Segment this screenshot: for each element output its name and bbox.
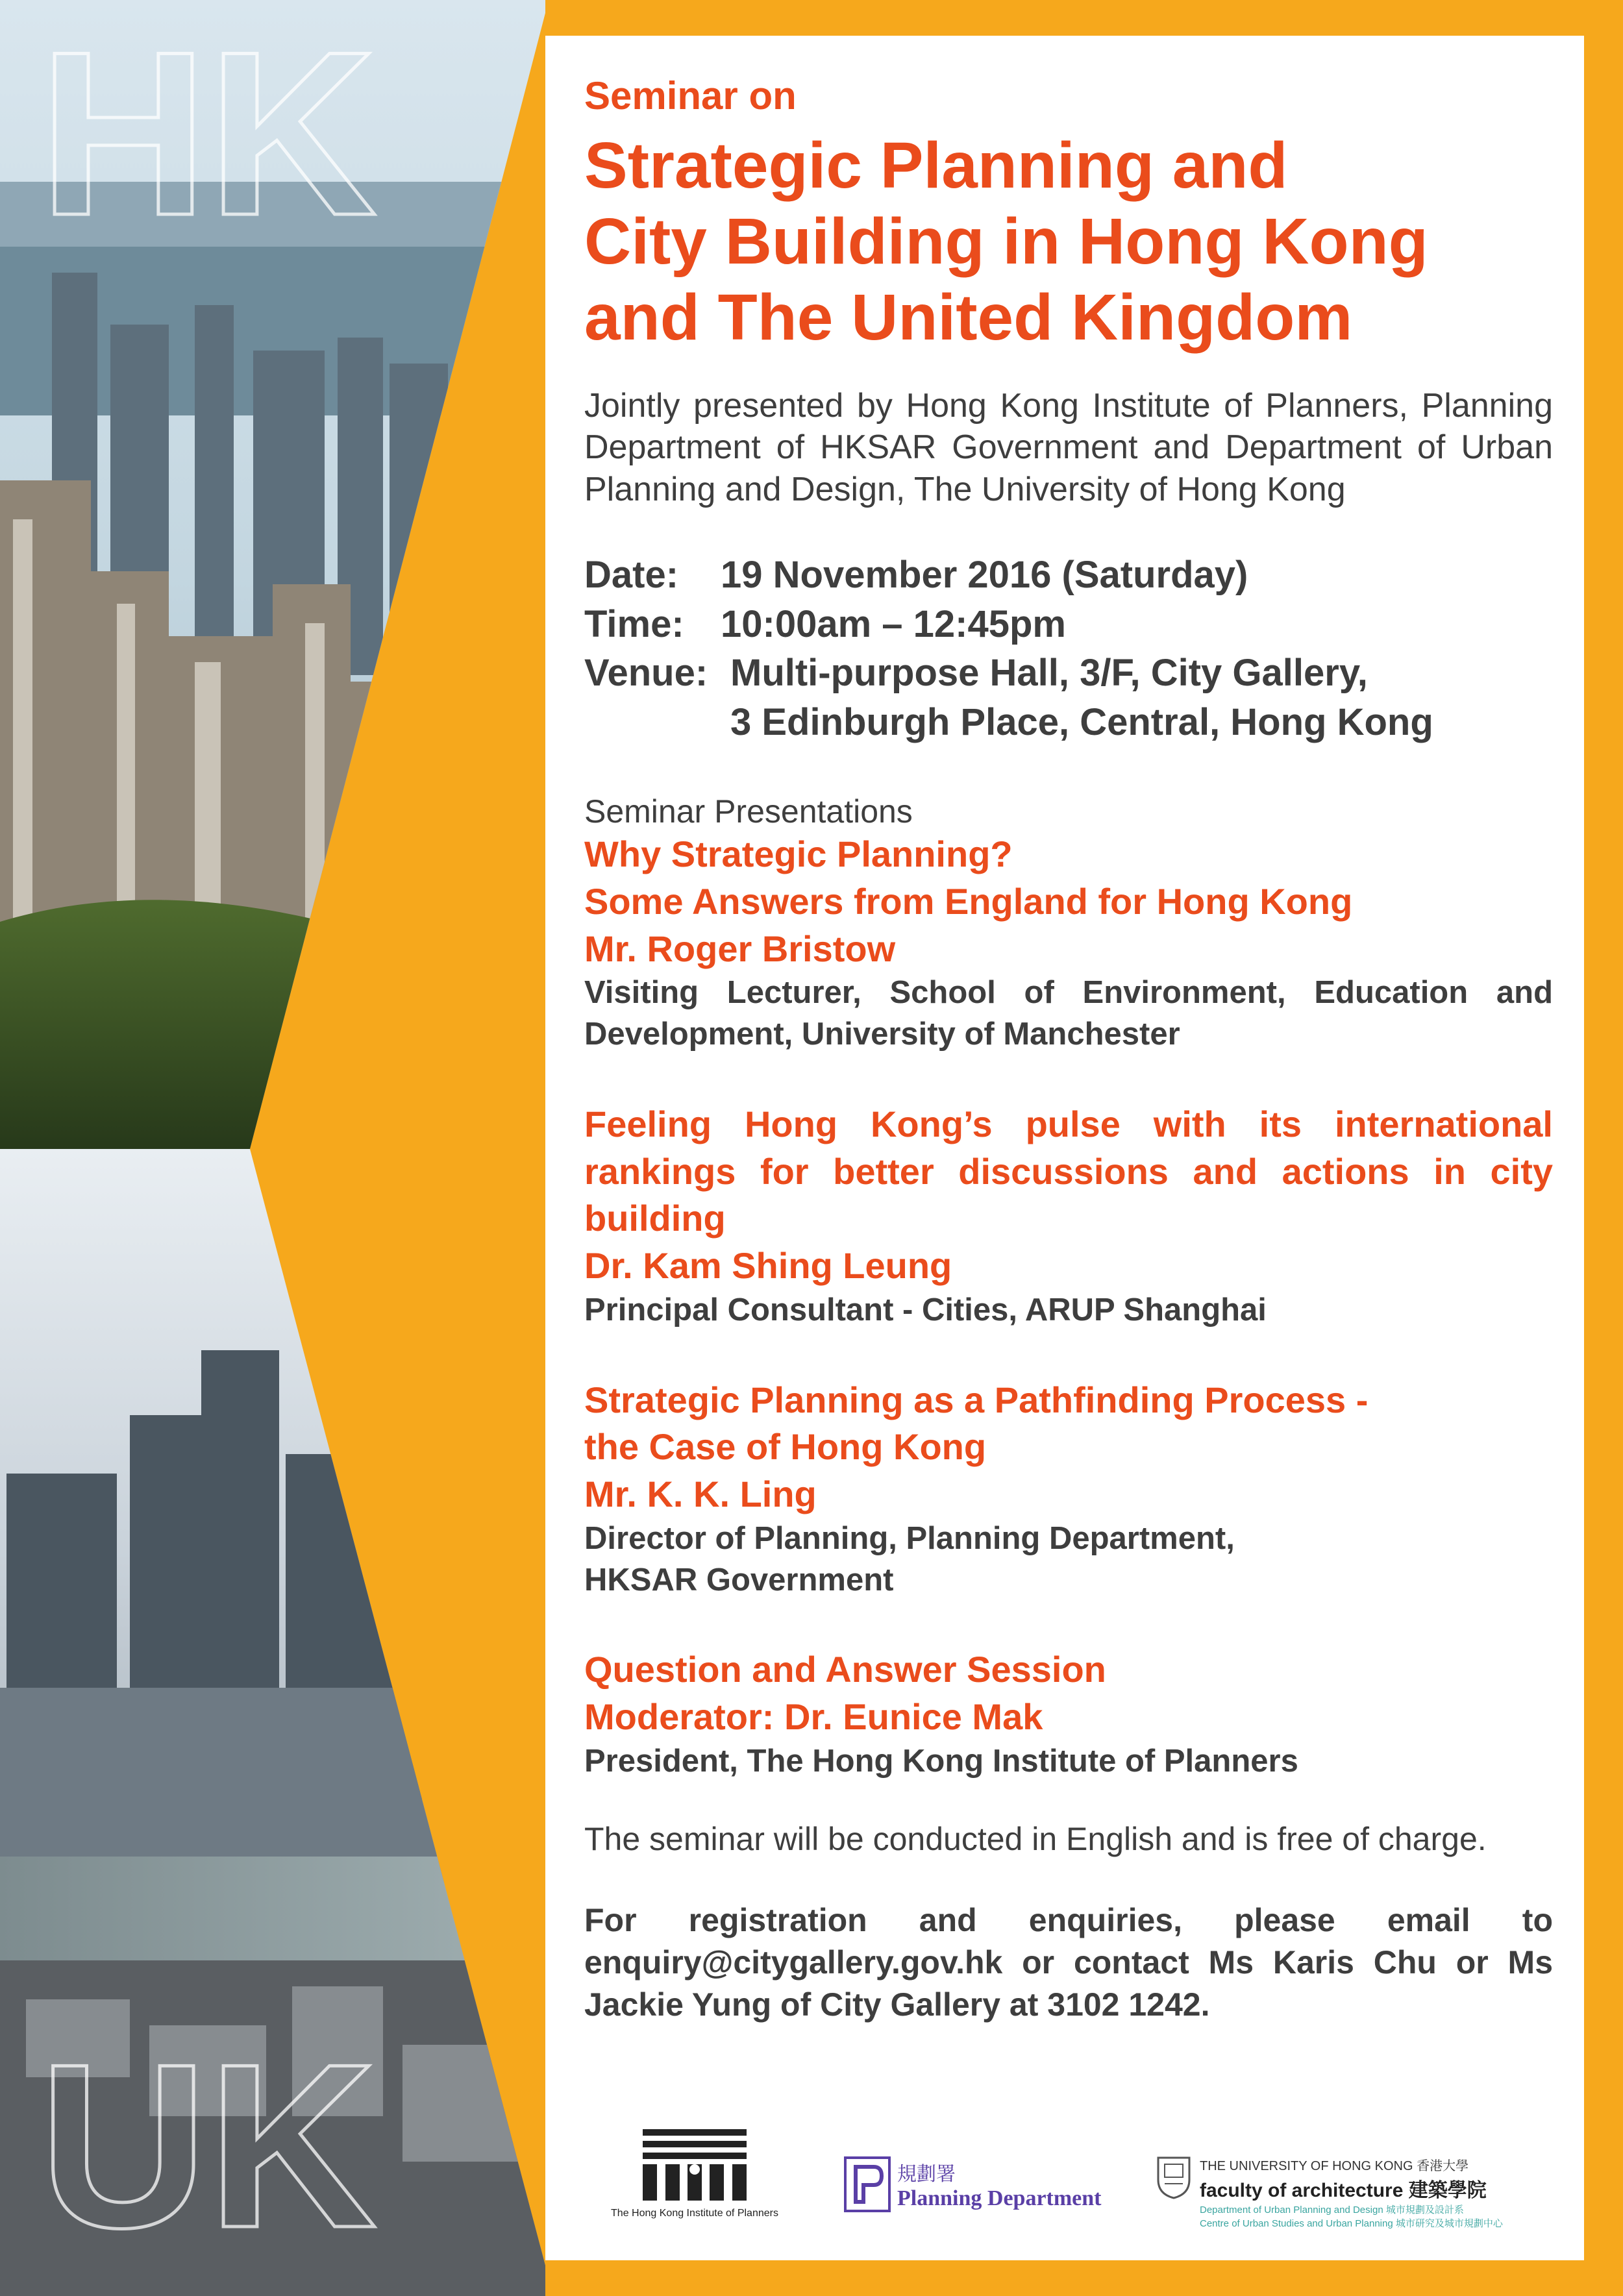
date-label: Date: <box>584 554 679 597</box>
hkip-caption: The Hong Kong Institute of Planners <box>611 2208 778 2219</box>
time-row <box>584 600 1553 648</box>
venue-label: Venue: <box>584 652 708 695</box>
hku-university-name: THE UNIVERSITY OF HONG KONG 香港大學 <box>1200 2159 1469 2173</box>
talk-speaker: Dr. Kam Shing Leung <box>584 1245 952 1287</box>
talk-role-line: Director of Planning, Planning Department, <box>584 1521 1235 1556</box>
hkip-logo <box>591 2129 799 2219</box>
talk-title <box>584 1377 1553 1472</box>
pd-english-name: Planning Department <box>897 2186 1102 2210</box>
talk-title-line: the Case of Hong Kong <box>584 1426 987 1468</box>
talk-speaker: Mr. Roger Bristow <box>584 928 896 969</box>
pd-chinese-name: 規劃署 <box>897 2164 956 2185</box>
talk-item <box>584 1377 1553 1601</box>
talk-speaker: Moderator: Dr. Eunice Mak <box>584 1696 1043 1738</box>
talk-role: President, The Hong Kong Institute of Planners <box>584 1743 1298 1779</box>
content-card <box>545 36 1584 2260</box>
talk-title-line: Strategic Planning as a Pathfinding Process - <box>584 1379 1369 1420</box>
uk-watermark: UK <box>39 2016 377 2277</box>
talk-item <box>584 1101 1553 1331</box>
talk-item <box>584 1646 1553 1782</box>
logo-strip <box>545 2129 1584 2240</box>
talk-title-line: Some Answers from England for Hong Kong <box>584 880 1353 922</box>
title-line: and The United Kingdom <box>584 281 1353 354</box>
title-line: Strategic Planning and <box>584 129 1288 202</box>
talk-role: Principal Consultant - Cities, ARUP Shanghai <box>584 1292 1267 1327</box>
talk-title: Feeling Hong Kong’s pulse with its international rankings for better discussions and actions in city building <box>584 1103 1553 1239</box>
venue-row <box>584 648 1553 747</box>
hku-department-name: Department of Urban Planning and Design 城市規劃及設計系 <box>1200 2204 1464 2216</box>
date-value: 19 November 2016 (Saturday) <box>721 554 1248 597</box>
date-row <box>584 550 1553 599</box>
talk-role <box>584 1518 1553 1601</box>
talk-title: Question and Answer Session <box>584 1649 1106 1690</box>
hku-crest-icon <box>1156 2155 1192 2201</box>
city-photo-collage <box>0 0 597 2296</box>
seminar-title <box>584 128 1553 356</box>
title-line: City Building in Hong Kong <box>584 205 1428 278</box>
event-details <box>584 550 1553 747</box>
time-value: 10:00am – 12:45pm <box>721 602 1066 645</box>
photo-panel <box>0 0 597 2296</box>
planning-department-logo <box>844 2156 1102 2212</box>
talk-item <box>584 831 1553 1055</box>
hku-centre-name: Centre of Urban Studies and Urban Planning 城市研究及城市規劃中心 <box>1200 2218 1503 2229</box>
venue-value <box>730 648 1553 747</box>
contact-line: For registration and enquiries, please email to <box>584 1901 1553 1938</box>
talk-speaker: Mr. K. K. Ling <box>584 1474 817 1515</box>
talk-title-line: Why Strategic Planning? <box>584 833 1013 874</box>
hku-faculty-name: faculty of architecture 建築學院 <box>1200 2180 1487 2201</box>
registration-contact <box>584 1899 1553 2026</box>
organisers-intro: Jointly presented by Hong Kong Institute of Planners, Planning Department of HKSAR Government and Department of Urban Planning and Design, The University of Hong Kong <box>584 387 1553 508</box>
talk-title <box>584 831 1553 926</box>
venue-line: Multi-purpose Hall, 3/F, City Gallery, <box>730 652 1368 695</box>
venue-line: 3 Edinburgh Place, Central, Hong Kong <box>730 700 1433 743</box>
hkip-emblem-icon <box>639 2129 750 2201</box>
time-label: Time: <box>584 602 684 645</box>
talk-role: Visiting Lecturer, School of Environment, Education and Development, University of Manchester <box>584 975 1553 1052</box>
language-fee-note: The seminar will be conducted in English and is free of charge. <box>584 1820 1487 1857</box>
contact-details: enquiry@citygallery.gov.hk or contact Ms Karis Chu or Ms Jackie Yung of City Gallery at 3102 1242. <box>584 1944 1553 2023</box>
presentations-heading: Seminar Presentations <box>584 793 913 830</box>
hk-watermark: HK <box>39 3 377 264</box>
pd-emblem-icon <box>844 2156 891 2212</box>
seminar-subtitle: Seminar on <box>584 74 797 117</box>
hku-architecture-logo <box>1156 2155 1503 2230</box>
talk-role-line: HKSAR Government <box>584 1562 894 1598</box>
